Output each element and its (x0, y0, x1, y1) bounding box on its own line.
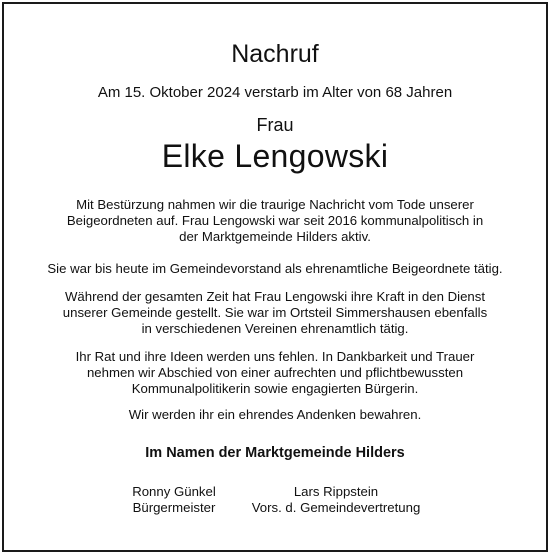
signatory-name: Ronny Günkel (132, 484, 216, 499)
paragraph-line: Ihr Rat und ihre Ideen werden uns fehlen. In Dankbarkeit und Trauer (75, 349, 475, 364)
paragraph-service (4, 289, 546, 337)
death-date-line: Am 15. Oktober 2024 verstarb im Alter von 68 Jahren (97, 84, 453, 101)
paragraph-line: nehmen wir Abschied von einer aufrechten und pflichtbewussten (86, 365, 464, 380)
obituary-notice (2, 2, 548, 552)
notice-heading: Nachruf (231, 40, 319, 68)
paragraph-line: Während der gesamten Zeit hat Frau Lengowski ihre Kraft in den Dienst (64, 289, 486, 304)
signatory-mayor (108, 484, 240, 516)
paragraph-line: unserer Gemeinde gestellt. Sie war im Ortsteil Simmershausen ebenfalls (62, 305, 488, 320)
paragraph-remembrance (4, 407, 546, 423)
paragraph-role (4, 261, 546, 277)
paragraph-line: der Marktgemeinde Hilders aktiv. (179, 229, 371, 244)
organization-line: Im Namen der Marktgemeinde Hilders (145, 445, 405, 461)
signatory-title: Vors. d. Gemeindevertretung (251, 500, 421, 515)
paragraph-line: Sie war bis heute im Gemeindevorstand als ehrenamtliche Beigeordnete tätig. (47, 261, 503, 276)
paragraph-line: Beigeordneten auf. Frau Lengowski war seit 2016 kommunalpolitisch in (66, 213, 484, 228)
paragraph-line: Mit Bestürzung nahmen wir die traurige Nachricht vom Tode unserer (76, 197, 474, 212)
deceased-name: Elke Lengowski (161, 138, 389, 174)
signatory-council-chair (238, 484, 434, 516)
signatory-title: Bürgermeister (132, 500, 216, 515)
paragraph-line: Wir werden ihr ein ehrendes Andenken bewahren. (128, 407, 422, 422)
paragraph-tenure (4, 197, 546, 245)
paragraph-farewell (4, 349, 546, 397)
signatory-name: Lars Rippstein (293, 484, 379, 499)
salutation: Frau (256, 115, 294, 135)
paragraph-line: Kommunalpolitikerin sowie engagierten Bürgerin. (131, 381, 419, 396)
paragraph-line: in verschiedenen Vereinen ehrenamtlich tätig. (141, 321, 409, 336)
